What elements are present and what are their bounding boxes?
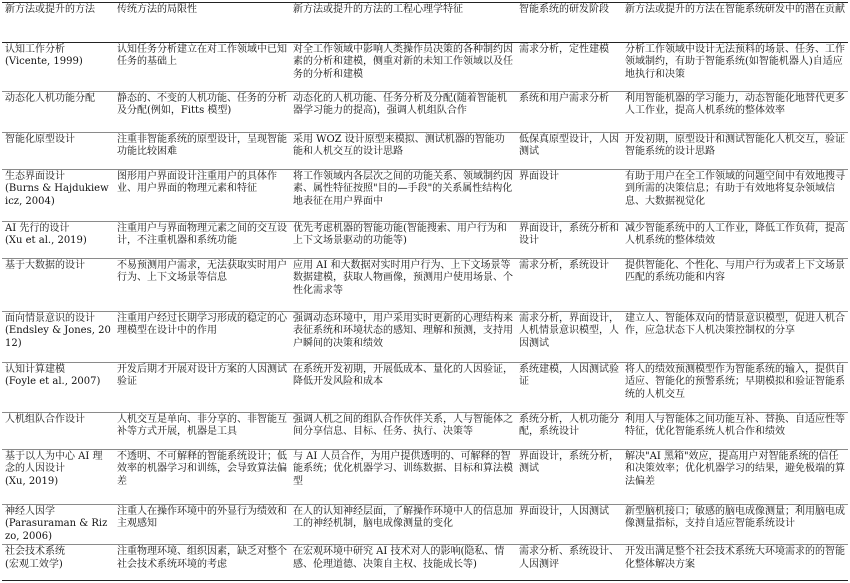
method-name: 生态界面设计 [5, 171, 65, 182]
method-cell [2, 363, 114, 413]
method-cell [2, 545, 114, 581]
header-stage: 智能系统的研发阶段 [516, 3, 622, 43]
stage-cell: 需求分析，定性建模 [516, 43, 622, 92]
stage-cell: 需求分析，系统设计 [516, 259, 622, 312]
limitation-cell: 注重非智能系统的原型设计，呈现智能功能比较困难 [114, 133, 290, 170]
method-name: 认知工作分析 [5, 44, 65, 55]
contribution-cell: 开发出满足整个社会技术系统大环境需求的的智能化整体解决方案 [622, 545, 848, 581]
table-row [2, 450, 848, 505]
features-cell: 强调人机之间的组队合作伙伴关系，人与智能体之间分享信息、目标、任务、执行、决策等 [290, 413, 516, 450]
method-cell [2, 505, 114, 545]
table-row [2, 133, 848, 170]
method-name: 基于大数据的设计 [5, 260, 85, 271]
features-cell: 应用 AI 和大数据对实时用户行为、上下文场景等数据建模，获取人物画像，预测用户使用场景、个性化需求等 [290, 259, 516, 312]
limitation-cell: 开发后期才开展对设计方案的人因测试验证 [114, 363, 290, 413]
contribution-cell: 利用人与智能体之间功能互补、替换、自适应性等特征，优化智能系统人机合作和绩效 [622, 413, 848, 450]
method-citation: (Xu et al., 2019) [5, 235, 87, 247]
methods-comparison-table [2, 2, 848, 581]
method-citation: (Foyle et al., 2007) [5, 376, 101, 388]
method-name: 智能化原型设计 [5, 134, 75, 145]
header-method: 新方法或提升的方法 [2, 3, 114, 43]
table-row [2, 222, 848, 259]
table-body [2, 43, 848, 581]
method-name: 认知计算建模 [5, 364, 65, 375]
table-row [2, 413, 848, 450]
table-row [2, 92, 848, 133]
features-cell: 与 AI 人员合作，为用户提供透明的、可解释的智能系统；优化机器学习、训练数据、目标和算法模型 [290, 450, 516, 505]
stage-cell: 界面设计，系统分析和设计 [516, 222, 622, 259]
features-cell: 强调动态环境中，用户采用实时更新的心理结构来表征系统和环境状态的感知、理解和预测，支持用户瞬间的决策和绩效 [290, 312, 516, 363]
stage-cell: 需求分析，界面设计，人机情景意识模型，人因测试 [516, 312, 622, 363]
stage-cell: 界面设计 [516, 170, 622, 222]
contribution-cell: 新型脑机接口；敏感的脑电成像测量；利用脑电成像测量指标，支持自适应智能系统设计 [622, 505, 848, 545]
method-name: AI 先行的设计 [5, 223, 70, 234]
contribution-cell: 解决"AI 黑箱"效应，提高用户对智能系统的信任和决策效率；优化机器学习的结果，避免极端的算法偏差 [622, 450, 848, 505]
stage-cell: 系统分析，人机功能分配，系统设计 [516, 413, 622, 450]
header-contribution: 新方法或提升的方法在智能系统研发中的潜在贡献 [622, 3, 848, 43]
limitation-cell: 图形用户界面设计注重用户的具体作业、用户界面的物理元素和特征 [114, 170, 290, 222]
contribution-cell: 开发初期，原型设计和测试智能化人机交互，验证智能系统的设计思路 [622, 133, 848, 170]
limitation-cell: 不透明、不可解释的智能系统设计；低效率的机器学习和训练，会导致算法偏差 [114, 450, 290, 505]
limitation-cell: 注重用户经过长期学习形成的稳定的心理模型在设计中的作用 [114, 312, 290, 363]
method-cell [2, 170, 114, 222]
method-name: 基于以人为中心 AI 理念的人因设计 [5, 451, 103, 475]
method-citation: (Endsley & Jones, 2012) [5, 325, 111, 349]
method-cell [2, 312, 114, 363]
method-name: 神经人因学 [5, 506, 55, 517]
features-cell: 在宏观环境中研究 AI 技术对人的影响(隐私、情感、伦理道德、决策自主权、技能成长等) [290, 545, 516, 581]
limitation-cell: 注重人在操作环境中的外显行为绩效和主观感知 [114, 505, 290, 545]
contribution-cell: 建立人、智能体双向的情景意识模型，促进人机合作，应急状态下人机决策控制权的分享 [622, 312, 848, 363]
method-cell [2, 133, 114, 170]
method-cell [2, 413, 114, 450]
stage-cell: 低保真原型设计，人因测试 [516, 133, 622, 170]
header-features: 新方法或提升的方法的工程心理学特征 [290, 3, 516, 43]
stage-cell: 界面设计，人因测试 [516, 505, 622, 545]
method-cell [2, 259, 114, 312]
method-cell [2, 222, 114, 259]
limitation-cell: 注重用户与界面物理元素之间的交互设计，不注重机器和系统功能 [114, 222, 290, 259]
limitation-cell: 认知任务分析建立在对工作领域中已知任务的基础上 [114, 43, 290, 92]
stage-cell: 系统和用户需求分析 [516, 92, 622, 133]
limitation-cell: 静态的、不变的人机功能、任务的分析及分配(例如，Fitts 模型) [114, 92, 290, 133]
method-citation: (Burns & Hajdukiewicz, 2004) [5, 183, 109, 207]
features-cell: 将工作领域内各层次之间的功能关系、领域制约因素、属性特征按照"目的—手段"的关系属性结构化地表征在用户界面中 [290, 170, 516, 222]
features-cell: 采用 WOZ 设计原型来模拟、测试机器的智能功能和人机交互的设计思路 [290, 133, 516, 170]
table-row [2, 312, 848, 363]
stage-cell: 界面设计，系统分析，测试 [516, 450, 622, 505]
features-cell: 在系统开发初期，开展低成本、量化的人因验证，降低开发风险和成本 [290, 363, 516, 413]
limitation-cell: 不易预测用户需求，无法获取实时用户行为、上下文场景等信息 [114, 259, 290, 312]
features-cell: 动态化的人机功能、任务分析及分配(随着智能机器学习能力的提高)，强调人机组队合作 [290, 92, 516, 133]
contribution-cell: 提供智能化、个性化、与用户行为或者上下文场景匹配的系统功能和内容 [622, 259, 848, 312]
table-row [2, 363, 848, 413]
method-cell [2, 92, 114, 133]
table-row [2, 43, 848, 92]
stage-cell: 系统建模，人因测试验证 [516, 363, 622, 413]
method-name: 面向情景意识的设计 [5, 313, 95, 324]
method-name: 人机组队合作设计 [5, 414, 85, 425]
method-citation: (Parasuraman & Rizzo, 2006) [5, 518, 108, 542]
features-cell: 在人的认知神经层面，了解操作环境中人的信息加工的神经机制，脑电成像测量的变化 [290, 505, 516, 545]
stage-cell: 需求分析、系统设计、人因测评 [516, 545, 622, 581]
table-header-row [2, 3, 848, 43]
limitation-cell: 人机交互是单向、非分享的、非智能互补等方式开展，机器是工具 [114, 413, 290, 450]
features-cell: 对全工作领域中影响人类操作员决策的各种制约因素的分析和建模，侧重对新的未知工作领域以及任务的分析和建模 [290, 43, 516, 92]
table-row [2, 505, 848, 545]
table-row [2, 170, 848, 222]
method-citation: (Xu, 2019) [5, 475, 59, 487]
contribution-cell: 有助于用户在全工作领域的问题空间中有效地搜寻到所需的决策信息；有助于有效地将复杂领域信息、大数据视觉化 [622, 170, 848, 222]
method-citation: (宏观工效学) [5, 558, 63, 570]
method-name: 社会技术系统 [5, 546, 65, 558]
contribution-cell: 分析工作领域中设计无法预料的场景、任务、工作领域制约，有助于智能系统(如智能机器人)自适应地执行和决策 [622, 43, 848, 92]
table-row [2, 259, 848, 312]
method-cell [2, 450, 114, 505]
limitation-cell: 注重物理环境、组织因素，缺乏对整个社会技术系统环境的考虑 [114, 545, 290, 581]
method-cell [2, 43, 114, 92]
features-cell: 优先考虑机器的智能功能(智能搜索、用户行为和上下文场景驱动的功能等) [290, 222, 516, 259]
header-limitation: 传统方法的局限性 [114, 3, 290, 43]
method-name: 动态化人机功能分配 [5, 93, 95, 104]
contribution-cell: 利用智能机器的学习能力，动态智能化地替代更多人工作业，提高人机系统的整体效率 [622, 92, 848, 133]
contribution-cell: 减少智能系统中的人工作业，降低工作负荷，提高人机系统的整体绩效 [622, 222, 848, 259]
table-row [2, 545, 848, 581]
contribution-cell: 将人的绩效预测模型作为智能系统的输入，提供自适应、智能化的预警系统；早期模拟和验证智能系统的人机交互 [622, 363, 848, 413]
method-citation: (Vicente, 1999) [5, 56, 83, 68]
